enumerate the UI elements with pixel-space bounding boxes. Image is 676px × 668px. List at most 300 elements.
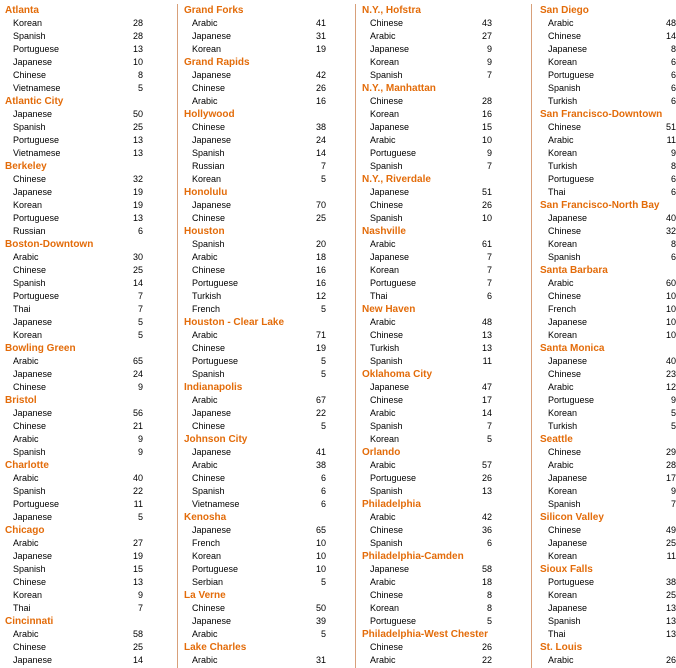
language-name: Korean xyxy=(548,486,578,496)
language-name: Chinese xyxy=(192,421,226,431)
language-name: Arabic xyxy=(192,460,218,470)
city-block xyxy=(362,628,492,667)
language-name: Portuguese xyxy=(13,291,60,301)
city-block xyxy=(5,524,143,615)
language-row xyxy=(5,173,143,186)
language-row xyxy=(362,381,492,394)
language-count: 30 xyxy=(132,252,143,262)
language-count: 70 xyxy=(315,200,326,210)
language-count: 9 xyxy=(670,148,676,158)
language-name: Chinese xyxy=(192,343,226,353)
language-name: Korean xyxy=(370,603,400,613)
language-row xyxy=(184,147,326,160)
language-count: 5 xyxy=(137,83,143,93)
language-name: Japanese xyxy=(370,122,410,132)
language-name: Korean xyxy=(370,265,400,275)
language-count: 41 xyxy=(315,447,326,457)
language-name: Chinese xyxy=(192,473,226,483)
city-heading: N.Y., Riverdale xyxy=(362,174,431,185)
language-row xyxy=(184,602,326,615)
language-row xyxy=(362,277,492,290)
language-row xyxy=(184,264,326,277)
language-count: 61 xyxy=(481,239,492,249)
language-name: Chinese xyxy=(13,421,47,431)
language-name: Portuguese xyxy=(192,356,239,366)
city-block xyxy=(5,459,143,524)
language-name: Japanese xyxy=(192,447,232,457)
language-name: Arabic xyxy=(548,135,574,145)
language-row xyxy=(5,277,143,290)
city-heading: Kenosha xyxy=(184,512,227,523)
language-count: 6 xyxy=(137,226,143,236)
language-row xyxy=(5,108,143,121)
language-row xyxy=(5,199,143,212)
language-count: 25 xyxy=(665,538,676,548)
language-row xyxy=(362,485,492,498)
language-count: 17 xyxy=(665,473,676,483)
language-count: 7 xyxy=(137,603,143,613)
language-count: 48 xyxy=(665,18,676,28)
city-heading: Grand Rapids xyxy=(184,57,250,68)
language-count: 11 xyxy=(666,551,676,561)
language-name: Turkish xyxy=(370,343,400,353)
city-block xyxy=(362,550,492,628)
city-heading: Seattle xyxy=(540,434,573,445)
language-name: Chinese xyxy=(548,369,582,379)
language-name: Arabic xyxy=(192,629,218,639)
language-count: 26 xyxy=(315,83,326,93)
language-row xyxy=(184,368,326,381)
language-row xyxy=(5,550,143,563)
language-name: Japanese xyxy=(192,616,232,626)
language-name: Arabic xyxy=(370,655,396,665)
language-count: 6 xyxy=(670,70,676,80)
language-name: Japanese xyxy=(548,603,588,613)
language-count: 15 xyxy=(481,122,492,132)
language-count: 5 xyxy=(320,629,326,639)
language-row xyxy=(184,134,326,147)
language-row xyxy=(362,511,492,524)
language-name: Arabic xyxy=(370,577,396,587)
language-count: 5 xyxy=(320,356,326,366)
language-count: 19 xyxy=(132,187,143,197)
language-row xyxy=(184,277,326,290)
language-row xyxy=(362,537,492,550)
language-row xyxy=(184,69,326,82)
language-row xyxy=(362,212,492,225)
language-row xyxy=(540,95,676,108)
language-name: Korean xyxy=(548,551,578,561)
language-name: Chinese xyxy=(13,265,47,275)
city-block xyxy=(540,4,676,108)
column-1 xyxy=(5,4,143,668)
city-heading: Atlanta xyxy=(5,5,39,16)
city-heading: N.Y., Manhattan xyxy=(362,83,436,94)
language-row xyxy=(362,238,492,251)
language-name: Spanish xyxy=(192,486,225,496)
language-row xyxy=(184,563,326,576)
language-name: Spanish xyxy=(370,213,403,223)
city-heading: Berkeley xyxy=(5,161,47,172)
language-count: 49 xyxy=(665,525,676,535)
language-name: French xyxy=(192,538,221,548)
language-row xyxy=(184,355,326,368)
language-row xyxy=(5,472,143,485)
language-count: 39 xyxy=(315,616,326,626)
language-row xyxy=(5,82,143,95)
language-row xyxy=(362,459,492,472)
language-count: 22 xyxy=(132,486,143,496)
language-row xyxy=(362,160,492,173)
language-row xyxy=(362,30,492,43)
language-row xyxy=(5,485,143,498)
language-count: 38 xyxy=(315,460,326,470)
language-count: 65 xyxy=(132,356,143,366)
language-count: 15 xyxy=(132,564,143,574)
language-count: 13 xyxy=(132,135,143,145)
city-heading: N.Y., Hofstra xyxy=(362,5,421,16)
language-count: 58 xyxy=(481,564,492,574)
language-name: Japanese xyxy=(13,57,53,67)
language-row xyxy=(184,628,326,641)
city-heading: Silicon Valley xyxy=(540,512,604,523)
column-2 xyxy=(177,4,326,668)
language-row xyxy=(5,225,143,238)
language-row xyxy=(540,602,676,615)
language-name: Arabic xyxy=(370,31,396,41)
language-row xyxy=(5,563,143,576)
language-row xyxy=(362,524,492,537)
language-row xyxy=(540,615,676,628)
language-row xyxy=(540,82,676,95)
language-count: 5 xyxy=(486,616,492,626)
city-block xyxy=(184,433,326,511)
language-row xyxy=(362,472,492,485)
language-row xyxy=(5,251,143,264)
language-row xyxy=(5,147,143,160)
language-name: Arabic xyxy=(192,252,218,262)
language-row xyxy=(5,17,143,30)
language-name: Japanese xyxy=(13,512,53,522)
language-name: Korean xyxy=(548,330,578,340)
language-row xyxy=(184,212,326,225)
language-count: 58 xyxy=(132,629,143,639)
language-name: Korean xyxy=(548,590,578,600)
language-count: 17 xyxy=(481,395,492,405)
language-name: Arabic xyxy=(370,512,396,522)
language-count: 13 xyxy=(132,44,143,54)
language-row xyxy=(362,433,492,446)
language-count: 47 xyxy=(481,382,492,392)
city-block xyxy=(362,4,492,82)
language-name: Spanish xyxy=(548,499,581,509)
language-name: Korean xyxy=(548,408,578,418)
language-count: 38 xyxy=(315,122,326,132)
city-block xyxy=(5,4,143,95)
language-row xyxy=(184,537,326,550)
language-count: 25 xyxy=(132,642,143,652)
language-row xyxy=(5,433,143,446)
language-row xyxy=(540,550,676,563)
language-count: 11 xyxy=(133,499,143,509)
language-count: 10 xyxy=(665,291,676,301)
language-name: Chinese xyxy=(192,603,226,613)
language-name: Chinese xyxy=(13,70,47,80)
language-count: 9 xyxy=(670,395,676,405)
city-heading: Grand Forks xyxy=(184,5,244,16)
language-count: 13 xyxy=(665,629,676,639)
language-row xyxy=(5,654,143,667)
language-row xyxy=(5,420,143,433)
language-count: 9 xyxy=(670,486,676,496)
language-row xyxy=(5,134,143,147)
city-block xyxy=(540,563,676,641)
language-row xyxy=(184,576,326,589)
language-row xyxy=(184,251,326,264)
language-count: 9 xyxy=(486,148,492,158)
language-row xyxy=(540,576,676,589)
language-name: Chinese xyxy=(192,83,226,93)
language-row xyxy=(5,69,143,82)
language-name: Chinese xyxy=(548,447,582,457)
language-count: 26 xyxy=(665,655,676,665)
language-count: 13 xyxy=(481,343,492,353)
language-row xyxy=(540,290,676,303)
language-row xyxy=(5,43,143,56)
language-name: Arabic xyxy=(192,96,218,106)
language-name: Arabic xyxy=(13,538,39,548)
language-count: 18 xyxy=(481,577,492,587)
city-heading: Nashville xyxy=(362,226,406,237)
language-name: Portuguese xyxy=(13,499,60,509)
language-row xyxy=(540,394,676,407)
language-row xyxy=(362,290,492,303)
language-name: Spanish xyxy=(370,538,403,548)
language-count: 25 xyxy=(665,590,676,600)
language-name: Portuguese xyxy=(548,70,595,80)
language-name: Spanish xyxy=(548,616,581,626)
language-name: Arabic xyxy=(192,395,218,405)
language-count: 6 xyxy=(670,57,676,67)
language-count: 7 xyxy=(486,265,492,275)
language-name: Arabic xyxy=(13,356,39,366)
language-name: Spanish xyxy=(370,421,403,431)
language-count: 6 xyxy=(670,174,676,184)
language-row xyxy=(184,407,326,420)
language-count: 38 xyxy=(665,577,676,587)
language-count: 16 xyxy=(315,265,326,275)
language-name: French xyxy=(192,304,221,314)
language-count: 19 xyxy=(132,200,143,210)
language-row xyxy=(5,589,143,602)
language-row xyxy=(5,30,143,43)
language-name: Arabic xyxy=(192,655,218,665)
language-name: Korean xyxy=(548,57,578,67)
language-count: 25 xyxy=(315,213,326,223)
language-row xyxy=(540,459,676,472)
city-heading: Philadelphia-Camden xyxy=(362,551,464,562)
language-count: 8 xyxy=(670,44,676,54)
language-row xyxy=(362,355,492,368)
city-heading: Sioux Falls xyxy=(540,564,593,575)
city-heading: Charlotte xyxy=(5,460,49,471)
language-row xyxy=(184,550,326,563)
language-row xyxy=(540,212,676,225)
city-heading: San Diego xyxy=(540,5,589,16)
language-count: 36 xyxy=(481,525,492,535)
language-name: Chinese xyxy=(192,265,226,275)
city-block xyxy=(184,381,326,433)
language-name: Japanese xyxy=(548,473,588,483)
language-row xyxy=(540,407,676,420)
language-row xyxy=(362,264,492,277)
language-name: Spanish xyxy=(370,356,403,366)
language-count: 13 xyxy=(481,330,492,340)
language-count: 9 xyxy=(137,382,143,392)
language-name: Chinese xyxy=(13,642,47,652)
language-name: Arabic xyxy=(192,18,218,28)
language-count: 67 xyxy=(315,395,326,405)
language-name: Korean xyxy=(13,330,43,340)
language-count: 20 xyxy=(315,239,326,249)
city-block xyxy=(5,238,143,342)
language-name: Chinese xyxy=(13,382,47,392)
language-name: Chinese xyxy=(370,395,404,405)
city-block xyxy=(184,225,326,316)
language-count: 5 xyxy=(486,434,492,444)
language-name: Chinese xyxy=(192,122,226,132)
language-count: 42 xyxy=(315,70,326,80)
language-name: Portuguese xyxy=(370,148,417,158)
language-count: 60 xyxy=(665,278,676,288)
language-count: 31 xyxy=(315,31,326,41)
language-row xyxy=(184,654,326,667)
language-name: Thai xyxy=(370,291,388,301)
language-row xyxy=(540,134,676,147)
language-count: 24 xyxy=(315,135,326,145)
language-count: 10 xyxy=(481,213,492,223)
language-name: Arabic xyxy=(548,655,574,665)
language-name: Japanese xyxy=(370,187,410,197)
language-name: Korean xyxy=(13,18,43,28)
language-name: Japanese xyxy=(370,44,410,54)
language-count: 12 xyxy=(665,382,676,392)
language-name: Japanese xyxy=(13,551,53,561)
language-name: Spanish xyxy=(370,70,403,80)
language-count: 28 xyxy=(132,31,143,41)
language-count: 16 xyxy=(481,109,492,119)
language-name: Korean xyxy=(192,551,222,561)
language-count: 22 xyxy=(315,408,326,418)
language-row xyxy=(362,394,492,407)
language-count: 6 xyxy=(320,499,326,509)
language-row xyxy=(540,329,676,342)
language-count: 13 xyxy=(665,603,676,613)
language-row xyxy=(5,212,143,225)
language-name: Korean xyxy=(13,590,43,600)
language-count: 22 xyxy=(481,655,492,665)
city-heading: San Francisco-North Bay xyxy=(540,200,660,211)
language-count: 8 xyxy=(670,239,676,249)
language-row xyxy=(362,121,492,134)
city-block xyxy=(540,264,676,342)
language-count: 12 xyxy=(315,291,326,301)
language-row xyxy=(5,368,143,381)
language-row xyxy=(362,95,492,108)
language-name: Chinese xyxy=(370,590,404,600)
language-name: Chinese xyxy=(13,174,47,184)
language-name: Korean xyxy=(548,148,578,158)
city-heading: New Haven xyxy=(362,304,416,315)
language-name: Japanese xyxy=(548,356,588,366)
language-name: Spanish xyxy=(192,148,225,158)
language-row xyxy=(540,368,676,381)
language-row xyxy=(5,641,143,654)
language-name: Japanese xyxy=(548,317,588,327)
language-row xyxy=(5,121,143,134)
language-count: 6 xyxy=(320,486,326,496)
city-block xyxy=(362,368,492,446)
language-row xyxy=(5,498,143,511)
language-count: 48 xyxy=(481,317,492,327)
language-name: Korean xyxy=(370,434,400,444)
language-name: Spanish xyxy=(13,486,46,496)
language-name: Arabic xyxy=(370,317,396,327)
language-row xyxy=(362,589,492,602)
language-count: 31 xyxy=(315,655,326,665)
language-name: Japanese xyxy=(548,213,588,223)
language-count: 10 xyxy=(315,551,326,561)
language-row xyxy=(5,576,143,589)
language-count: 24 xyxy=(132,369,143,379)
language-row xyxy=(184,95,326,108)
language-count: 8 xyxy=(486,590,492,600)
language-row xyxy=(5,355,143,368)
language-name: Arabic xyxy=(13,252,39,262)
language-count: 27 xyxy=(481,31,492,41)
language-row xyxy=(540,446,676,459)
language-row xyxy=(362,576,492,589)
language-row xyxy=(184,30,326,43)
language-row xyxy=(362,407,492,420)
language-name: Thai xyxy=(548,629,566,639)
language-row xyxy=(540,420,676,433)
language-row xyxy=(540,524,676,537)
language-row xyxy=(184,342,326,355)
language-row xyxy=(5,303,143,316)
language-name: Portuguese xyxy=(548,395,595,405)
language-count: 7 xyxy=(137,291,143,301)
language-row xyxy=(540,173,676,186)
language-name: Korean xyxy=(548,239,578,249)
city-block xyxy=(362,225,492,303)
language-count: 10 xyxy=(132,57,143,67)
language-row xyxy=(362,420,492,433)
language-count: 18 xyxy=(315,252,326,262)
language-count: 10 xyxy=(315,564,326,574)
language-name: Turkish xyxy=(192,291,222,301)
language-count: 51 xyxy=(665,122,676,132)
language-name: Chinese xyxy=(192,213,226,223)
language-row xyxy=(5,628,143,641)
language-count: 10 xyxy=(665,317,676,327)
language-row xyxy=(540,355,676,368)
language-count: 5 xyxy=(320,174,326,184)
language-count: 43 xyxy=(481,18,492,28)
city-heading: Santa Barbara xyxy=(540,265,608,276)
language-count: 10 xyxy=(665,304,676,314)
language-name: Japanese xyxy=(13,187,53,197)
